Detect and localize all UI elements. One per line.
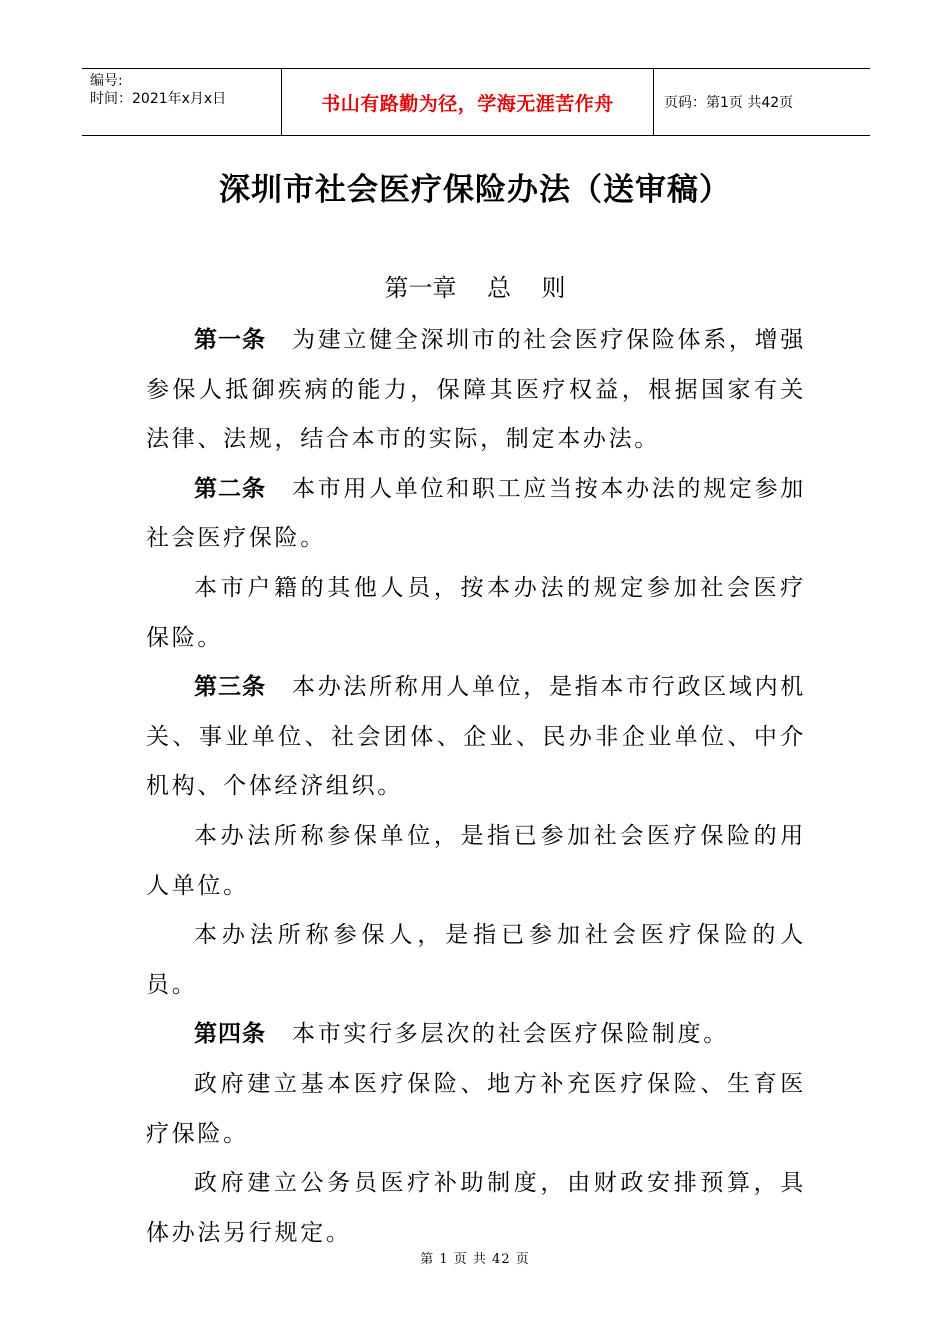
paragraph (146, 564, 806, 663)
paragraph (146, 316, 806, 465)
article-number: 第三条 (194, 674, 266, 701)
header-meta (82, 69, 282, 135)
article-number: 第四条 (194, 1021, 266, 1048)
paragraph-text: 本市用人单位和职工应当按本办法的规定参加社会医疗保险。 (146, 475, 806, 552)
paragraph-text: 政府建立公务员医疗补助制度，由财政安排预算，具体办法另行规定。 (146, 1170, 806, 1246)
paragraph (146, 663, 806, 812)
serial-label: 编号: (90, 73, 123, 89)
paragraph (146, 1010, 806, 1060)
document-header (82, 68, 870, 136)
paragraph (146, 1159, 806, 1258)
paragraph (146, 812, 806, 911)
paragraph-text: 本市户籍的其他人员，按本办法的规定参加社会医疗保险。 (146, 574, 806, 651)
page-footer: 第 1 页 共 42 页 (420, 1252, 530, 1267)
paragraph-text: 为建立健全深圳市的社会医疗保险体系，增强参保人抵御疾病的能力，保障其医疗权益，根据国家有关法律、法规，结合本市的实际，制定本办法。 (146, 327, 806, 453)
paragraph-text: 本办法所称参保人，是指已参加社会医疗保险的人员。 (146, 922, 806, 998)
paragraph-text: 政府建立基本医疗保险、地方补充医疗保险、生育医疗保险。 (146, 1070, 806, 1147)
header-motto: 书山有路勤为径，学海无涯苦作舟 (282, 69, 654, 135)
header-page-info: 页码：第1页 共42页 (664, 95, 794, 111)
paragraph-text: 本办法所称用人单位，是指本市行政区域内机关、事业单位、社会团体、企业、民办非企业单位、中介机构、个体经济组织。 (146, 674, 806, 800)
paragraph (146, 1060, 806, 1159)
document-body (146, 316, 806, 1258)
chapter-heading: 第一章 总 则 (384, 274, 566, 302)
paragraph (146, 911, 806, 1010)
article-number: 第二条 (194, 475, 266, 502)
date-label: 时间：2021年x月x日 (90, 91, 227, 107)
paragraph-text: 本办法所称参保单位，是指已参加社会医疗保险的用人单位。 (146, 822, 806, 899)
paragraph-text: 本市实行多层次的社会医疗保险制度。 (292, 1021, 729, 1048)
paragraph (146, 465, 806, 564)
document-title: 深圳市社会医疗保险办法（送审稿） (219, 172, 731, 208)
article-number: 第一条 (194, 327, 266, 353)
